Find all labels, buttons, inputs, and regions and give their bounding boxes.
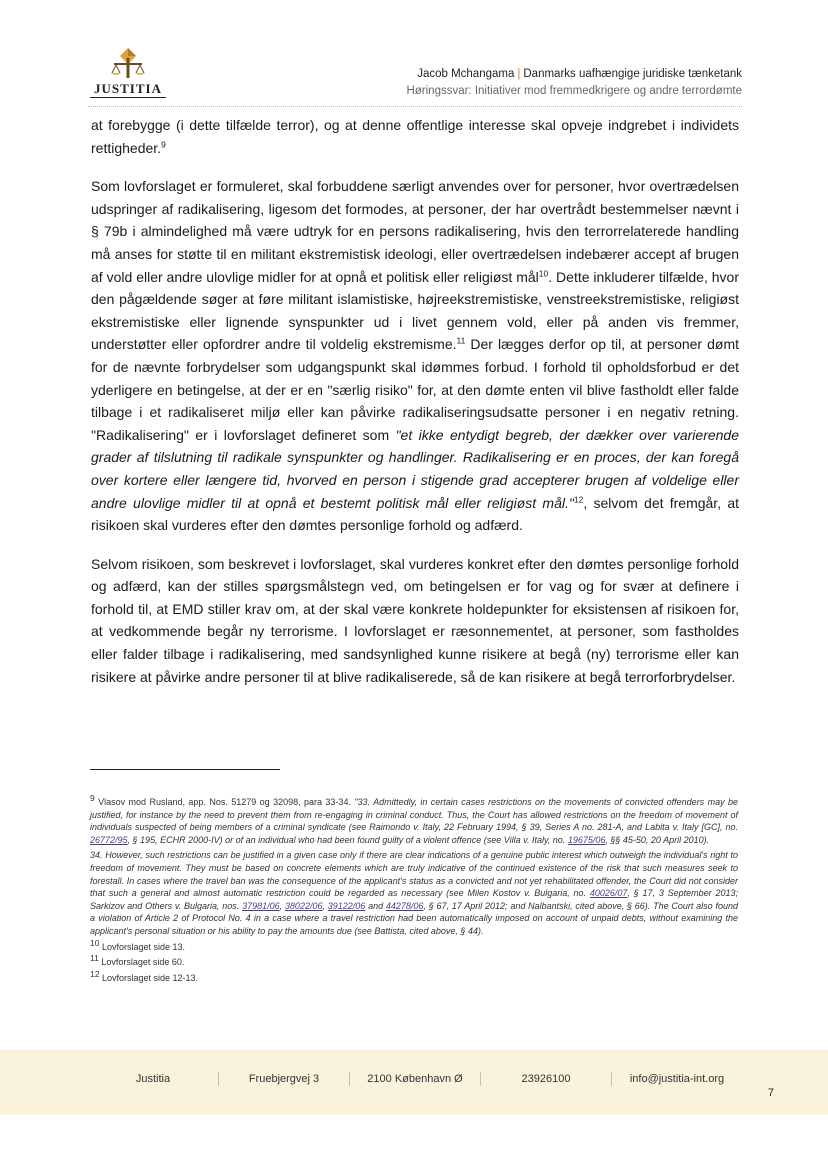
footnote-ref-9[interactable]: 9 — [161, 138, 166, 149]
document-header — [406, 66, 742, 100]
footnote-ref-12[interactable]: 12 — [573, 493, 584, 504]
paragraph-2-text-a: Som lovforslaget er formuleret, skal forbuddene særligt anvendes over for personer, hvor overtrædelsen udspringer af radikalisering, ligesom det formodes, at personer, der har overtrådt bestemmelser nævnt i § 79b i almindelighed må være udtryk for en persons radikalisering, hvis den terrorrelaterede handling må anses for støtte til en militant ekstremistisk ideologi, eller overtrædelsen indebærer accept af brugen af vold eller andre ulovlige midler for at opnå et politisk eller religiøst mål — [91, 178, 739, 285]
footnote-9-quote: "33. Admittedly, in certain cases restrictions on the movements of convicted offenders may be justified, for instance by the need to prevent them from re-engaging in criminal conduct. Thus, the Court has allowed restrictions on the freedom of movement of individuals suspected of being members of a criminal syndicate (see Raimondo v. Italy, 22 February 1994, § 39, Series A no. 281-A, and Labita v. Italy [GC], no. — [90, 797, 738, 833]
logo-wordmark: JUSTITIA — [94, 81, 162, 96]
footer-email[interactable]: info@justitia-int.org — [629, 1073, 725, 1085]
footnote-9-paragraph-34 — [90, 849, 738, 937]
case-link[interactable]: 38022/06 — [284, 900, 323, 911]
case-link[interactable]: 40026/07 — [589, 888, 628, 899]
footnote-10 — [90, 937, 738, 954]
logo-underline — [90, 97, 166, 98]
footnote-text: Lovforslaget side 13. — [101, 941, 186, 952]
paragraph-3: Selvom risikoen, som beskrevet i lovforslaget, skal vurderes konkret efter den dømtes personlige forhold og adfærd, kan der stilles spørgsmålstegn ved, om betingelsen er for vag og for svær at definere i forhold til, at EMD stiller krav om, at der skal være konkrete holdepunkter for eksistensen af risikoen for, at vedkommende begår ny terrorisme. I lovforslaget er ræsonnementet, at personer, som fastholdes eller falder tilbage i radikalisering, med sandsynlighed kunne risikere at begå (ny) terrorisme eller kan risikere at påvirke andre personer til at blive radikaliserede, så de kan risikere at begå terrorforbrydelser. — [91, 555, 739, 685]
paragraph-1 — [91, 114, 739, 159]
footnote-9-quote: , § 17, 3 September 2013; Sarkizov and Others v. Bulgaria, nos. — [90, 888, 738, 911]
header-separator: | — [517, 68, 521, 80]
footnote-number: 11 — [90, 953, 99, 964]
header-divider — [88, 106, 742, 107]
footer-city: 2100 København Ø — [367, 1073, 463, 1085]
footnote-text: Lovforslaget side 12-13. — [101, 972, 199, 983]
header-author-line — [406, 66, 742, 83]
scales-of-justice-icon — [106, 46, 150, 80]
footnote-9-quote: , § 67, 17 April 2012; and Nalbantski, cited above, § 66). The Court also found a violation of Article 2 of Protocol No. 4 in a case where a travel restriction had been automatically imposed on account of unpaid debts, without examining the applicant's personal situation or his ability to pay the amounts due (see Battista, cited above, § 44). — [90, 900, 738, 936]
case-link[interactable]: 37981/06 — [242, 900, 280, 911]
footnotes — [90, 793, 738, 987]
case-link[interactable]: 26772/95 — [90, 834, 128, 845]
footer-organization: Justitia — [135, 1073, 171, 1085]
organization-name: Danmarks uafhængige juridiske tænketank — [523, 68, 742, 80]
footnote-number: 9 — [90, 793, 95, 803]
page-footer — [0, 1050, 828, 1115]
author-name: Jacob Mchangama — [417, 68, 515, 80]
footnote-9-quote: , §§ 45-50, 20 April 2010). — [605, 834, 710, 845]
footnote-ref-10[interactable]: 10 — [538, 267, 549, 278]
footnote-ref-11[interactable]: 11 — [456, 335, 466, 346]
footnote-9-quote: and — [365, 900, 386, 911]
justitia-logo — [88, 46, 168, 98]
paragraph-1-text: at forebygge (i dette tilfælde terror), og at denne offentlige interesse skal opveje indgrebet i individets rettigheder. — [91, 117, 739, 156]
paragraph-2 — [91, 175, 739, 537]
footer-address: Fruebjergvej 3 — [248, 1073, 320, 1085]
paragraph-2-text-d: , selvom det fremgår, at risikoen skal vurderes efter den dømtes personlige forhold og adfærd. — [91, 494, 739, 534]
footer-phone: 23926100 — [521, 1073, 571, 1085]
footnote-9 — [90, 793, 738, 846]
case-link[interactable]: 19675/06 — [567, 834, 606, 845]
paragraph-2-text-c: Der lægges derfor op til, at personer dømt for de nævnte forbrydelser som udgangspunkt skal idømmes forbud. I forhold til opholdsforbud er det yderligere en betingelse, at der er en "særlig risiko" for, at den dømte enten vil blive fastholdt eller falde tilbage i et radikaliseret miljø eller kan påvirke radikaliseringsudsatte personer i en negativ retning. "Radikalisering" er i lovforslaget defineret som — [91, 336, 740, 443]
footnote-number: 12 — [90, 968, 100, 979]
footnote-9-citation: Vlasov mod Rusland, app. Nos. 51279 og 32098, para 33-34. — [98, 797, 355, 807]
footnote-text: Lovforslaget side 60. — [101, 957, 185, 968]
footnote-12 — [90, 968, 738, 985]
footnote-9-quote: , § 195, ECHR 2000-IV) or of an individual who had been found guilty of a violent offence (see Villa v. Italy, no. — [127, 834, 568, 845]
radicalisation-definition-quote: "et ikke entydigt begreb, der dækker over varierende grader af tilslutning til radikale synspunkter og handlinger. Radikalisering er en proces, der kan foregå over kortere eller længere tid, hvorved en person i stigende grad accepterer brugen af voldelige eller andre ulovlige midler til at opnå et bestemt politisk mål eller religiøst mål." — [91, 426, 739, 511]
footnote-11 — [90, 953, 738, 969]
footnote-separator — [90, 769, 280, 770]
document-subtitle: Høringssvar: Initiativer mod fremmedkrigere og andre terrordømte — [406, 85, 742, 97]
footer-contact-row — [88, 1072, 742, 1086]
footnote-number: 10 — [90, 937, 100, 948]
footnote-9-quote: , — [279, 900, 285, 911]
main-text — [91, 114, 739, 704]
case-link[interactable]: 39122/06 — [327, 900, 366, 911]
paragraph-2-text-b: . Dette inkluderer tilfælde, hvor den pågældende søger at føre militant islamistiske, højreekstremistiske, venstreekstremistiske, religiøst ekstremistiske eller lignende synspunkter ud i livet gennem vold, eller på anden vis fremmer, understøtter eller opfordrer andre til voldelig ekstremisme. — [91, 268, 739, 353]
case-link[interactable]: 44278/06 — [385, 900, 424, 911]
footnote-9-quote: 34. However, such restrictions can be justified in a given case only if there are clear indications of a genuine public interest which outweigh the individual's right to freedom of movement. They must be based on concrete elements which are truly indicative of the continued existence of the risk that such measures seek to forestall. In cases where the travel ban was the consequence of the applicant's status as a convicted and not yet rehabilitated offender, the Court did not consider that such a general and almost automatic restriction could be regarded as necessary (see Milen Kostov v. Bulgaria, no. — [90, 850, 738, 899]
footnote-9-quote: , — [322, 900, 328, 911]
page-number: 7 — [767, 1087, 774, 1099]
